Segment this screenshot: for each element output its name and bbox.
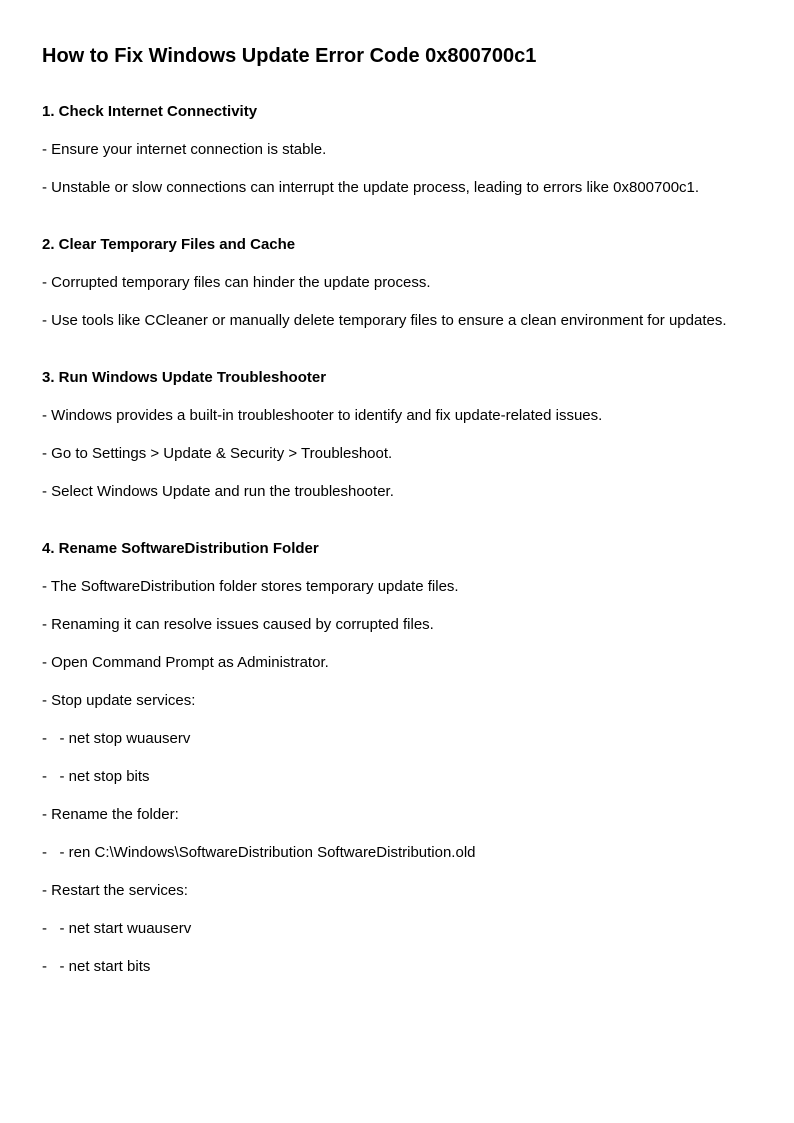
list-item: - Rename the folder: bbox=[42, 806, 179, 823]
list-item: - Open Command Prompt as Administrator. bbox=[42, 654, 329, 671]
list-item: - Stop update services: bbox=[42, 692, 196, 709]
list-item: - Windows provides a built-in troubleshooter to identify and fix update-related issues. bbox=[42, 407, 603, 424]
list-item: - Restart the services: bbox=[42, 882, 188, 899]
section-clear-temp-files bbox=[42, 226, 752, 340]
section-heading: 1. Check Internet Connectivity bbox=[42, 103, 258, 120]
list-item: - Select Windows Update and run the troubleshooter. bbox=[42, 483, 394, 500]
list-item: - - net start bits bbox=[42, 958, 151, 975]
list-item: - Ensure your internet connection is stable. bbox=[42, 141, 327, 158]
list-item: - Corrupted temporary files can hinder the update process. bbox=[42, 274, 431, 291]
list-item: - Use tools like CCleaner or manually delete temporary files to ensure a clean environment for updates. bbox=[42, 312, 727, 329]
list-item: - - ren C:\Windows\SoftwareDistribution SoftwareDistribution.old bbox=[42, 844, 476, 861]
section-troubleshooter bbox=[42, 359, 752, 511]
page-title: How to Fix Windows Update Error Code 0x800700c1 bbox=[42, 45, 537, 67]
section-heading: 2. Clear Temporary Files and Cache bbox=[42, 236, 296, 253]
list-item: - Unstable or slow connections can interrupt the update process, leading to errors like 0x800700c1. bbox=[42, 179, 700, 196]
list-item: - Go to Settings > Update & Security > Troubleshoot. bbox=[42, 445, 393, 462]
list-item: - The SoftwareDistribution folder stores temporary update files. bbox=[42, 578, 459, 595]
document-body bbox=[42, 93, 752, 986]
section-heading: 4. Rename SoftwareDistribution Folder bbox=[42, 540, 319, 557]
list-item: - - net stop wuauserv bbox=[42, 730, 191, 747]
section-rename-folder bbox=[42, 530, 752, 986]
list-item: - Renaming it can resolve issues caused by corrupted files. bbox=[42, 616, 434, 633]
section-check-internet bbox=[42, 93, 752, 207]
list-item: - - net stop bits bbox=[42, 768, 150, 785]
section-heading: 3. Run Windows Update Troubleshooter bbox=[42, 369, 327, 386]
list-item: - - net start wuauserv bbox=[42, 920, 192, 937]
